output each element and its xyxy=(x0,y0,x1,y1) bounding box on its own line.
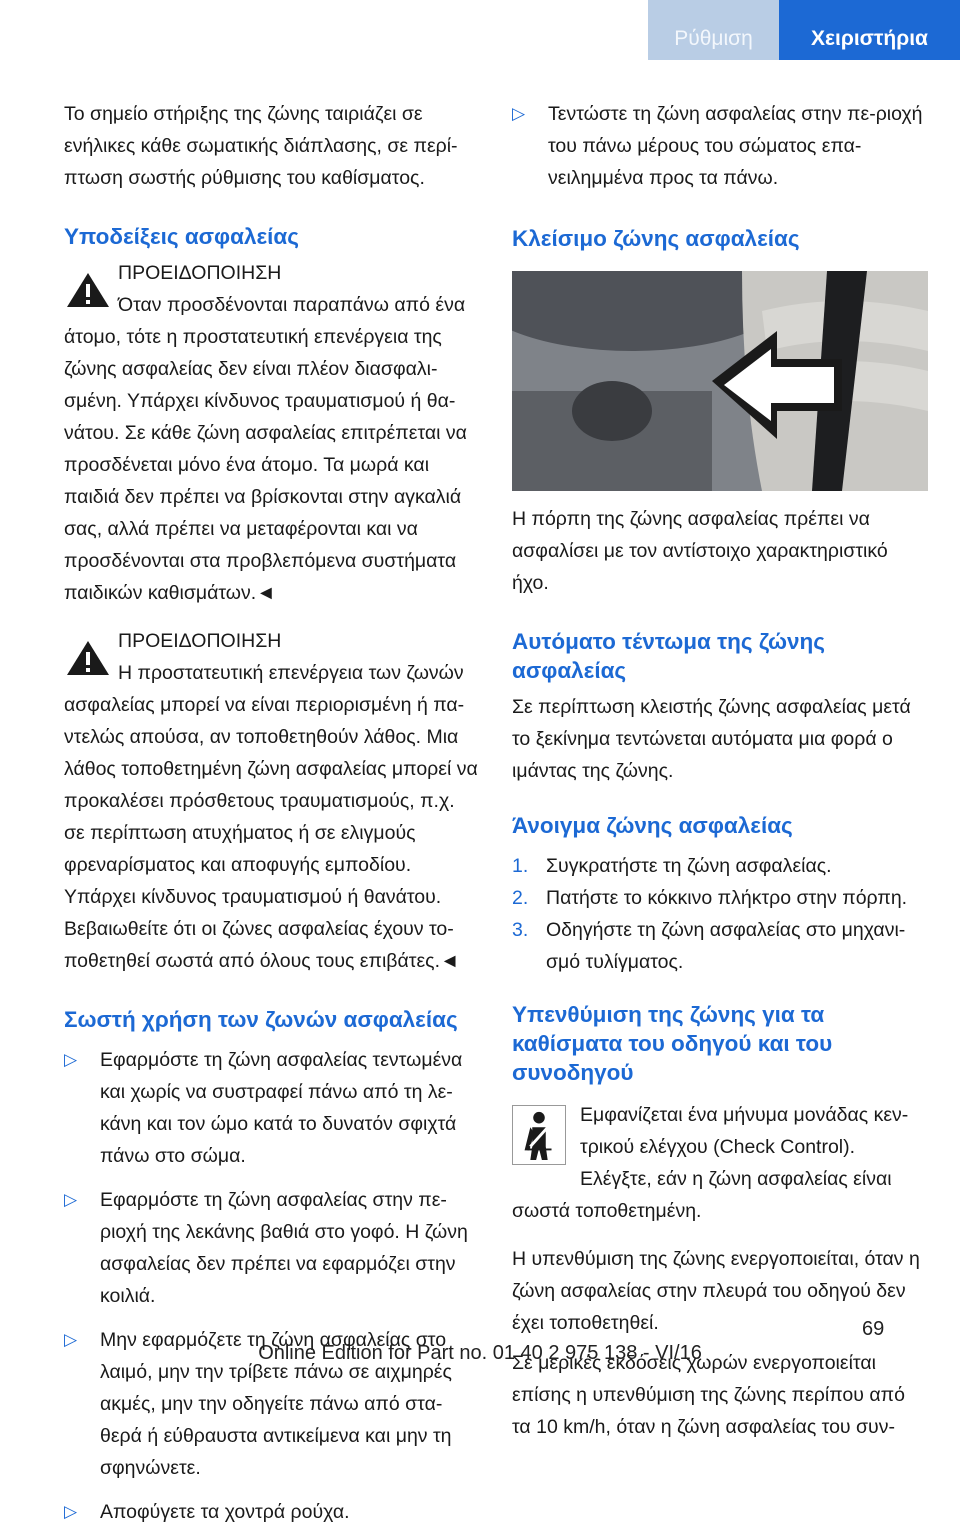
warning-title-1: ΠΡΟΕΙΔΟΠΟΙΗΣΗ xyxy=(118,262,282,284)
step-number: 3. xyxy=(512,919,529,941)
footer-edition: Online Edition for Part no. 01 40 2 975 138 - VI/16 xyxy=(258,1342,702,1364)
heading-belt-reminder: Υπενθύμιση της ζώνης για τα καθίσματα του οδηγού και του συνοδηγού xyxy=(512,1002,833,1085)
list-item-text: Μην εφαρμόζετε τη ζώνη ασφαλείας στο λαιμό, μην την τρίβετε πάνω σε αιχμηρές ακμές, μην την οδηγείτε πάνω από στα-θερά ή εύθραυστα αντικείμενα και μην τη σφηνώνετε. xyxy=(100,1329,452,1479)
warning-text-2: Η προστατευτική επενέργεια των ζωνών ασφαλείας μπορεί να είναι περιορισμένη ή πα-ντελώς απούσα, αν τοποθετηθούν λάθος. Μια λάθος τοποθετημένη ζώνη ασφαλείας μπορεί να προκαλέσει πρόσθετους τραυματισμούς, π.χ. σε περίπτωση ατυχήματος ή σε ελιγμούς φρεναρίσματος και αποφυγής εμποδίου. Υπάρχει κίνδυνος τραυματισμού ή θανάτου. Βεβαιωθείτε ότι οι ζώνες ασφαλείας έχουν το-ποθετηθεί σωστά από όλους τους επιβάτες.◄ xyxy=(64,662,478,972)
step-text: Οδηγήστε τη ζώνη ασφαλείας στο μηχανι-σμό τυλίγματος. xyxy=(546,919,906,973)
list-item-text: Αποφύγετε τα χοντρά ρούχα. xyxy=(100,1501,350,1523)
warning-triangle-icon xyxy=(64,637,112,677)
bullet-list xyxy=(64,1044,480,1528)
list-item xyxy=(512,98,928,194)
list-item-text: Εφαρμόστε τη ζώνη ασφαλείας τεντωμένα και χωρίς να συστραφεί πάνω από τη λε-κάνη και τον ώμο κατά το δυνατόν σφιχτά πάνω στο σώμα. xyxy=(100,1049,463,1167)
list-item xyxy=(512,914,928,978)
list-item-text: Τεντώστε τη ζώνη ασφαλείας στην πε-ριοχή του πάνω μέρους του σώματος επα-νειλημμένα προς τα πάνω. xyxy=(548,103,923,189)
intro-paragraph: Το σημείο στήριξης της ζώνης ταιριάζει σε ενήλικες κάθε σωματικής διάπλασης, σε περί-πτωση σωστής ρύθμισης του καθίσματος. xyxy=(64,103,458,189)
triangle-bullet-icon: ▷ xyxy=(64,1050,78,1069)
seat-illustration xyxy=(512,271,928,491)
left-column xyxy=(64,98,480,1528)
reminder-text-2: Η υπενθύμιση της ζώνης ενεργοποιείται, όταν η ζώνη ασφαλείας στην πλευρά του οδηγού δεν έχει τοποθετηθεί. xyxy=(512,1248,920,1334)
auto-tension-text: Σε περίπτωση κλειστής ζώνης ασφαλείας μετά το ξεκίνημα τεντώνεται αυτόματα μια φορά ο ιμάντας της ζώνης. xyxy=(512,696,911,782)
reminder-text-3: Σε μερικές εκδόσεις χωρών ενεργοποιείται επίσης η υπενθύμιση της ζώνης περίπου από τα 10 km/h, όταν η ζώνη ασφαλείας του συν- xyxy=(512,1352,905,1438)
right-column xyxy=(512,98,928,1443)
tab-setup[interactable]: Ρύθμιση xyxy=(648,0,779,60)
warning-text-1: Όταν προσδένονται παραπάνω από ένα άτομο, τότε η προστατευτική επενέργεια της ζώνης ασφαλείας δεν είναι πλέον διασφαλι-σμένη. Υπάρχει κίνδυνος τραυματισμού ή θα-νάτου. Σε κάθε ζώνη ασφαλείας επιτρέπεται να προσδένεται μόνο ένα άτομο. Τα μωρά και παιδιά δεν πρέπει να βρίσκονται στην αγκαλιά σας, αλλά πρέπει να μεταφέρονται και να προσδένονται στα προβλεπόμενα συστήματα παιδικών καθισμάτων.◄ xyxy=(64,294,467,604)
list-item xyxy=(512,850,928,882)
seatbelt-buckle-photo xyxy=(512,271,928,491)
page-number: 69 xyxy=(862,1318,885,1340)
warning-block-2 xyxy=(64,625,480,977)
step-text: Πατήστε το κόκκινο πλήκτρο στην πόρπη. xyxy=(546,887,908,909)
heading-fasten-belt: Κλείσιμο ζώνης ασφαλείας xyxy=(512,226,800,251)
list-item xyxy=(64,1496,480,1528)
step-text: Συγκρατήστε τη ζώνη ασφαλείας. xyxy=(546,855,832,877)
warning-triangle-icon xyxy=(64,269,112,309)
step-number: 1. xyxy=(512,855,529,877)
list-item xyxy=(64,1044,480,1172)
heading-unfasten-belt: Άνοιγμα ζώνης ασφαλείας xyxy=(512,813,793,838)
step-number: 2. xyxy=(512,887,529,909)
heading-safety-notes: Υποδείξεις ασφαλείας xyxy=(64,224,299,249)
heading-auto-tension: Αυτόματο τέντωμα της ζώνης ασφαλείας xyxy=(512,629,825,683)
tab-controls[interactable]: Χειριστήρια xyxy=(779,0,960,60)
buckle-caption: Η πόρπη της ζώνης ασφαλείας πρέπει να ασφαλίσει με τον αντίστοιχο χαρακτηριστικό ήχο. xyxy=(512,508,888,594)
triangle-bullet-icon: ▷ xyxy=(64,1330,78,1349)
seatbelt-reminder-icon xyxy=(512,1105,566,1165)
list-item-text: Εφαρμόστε τη ζώνη ασφαλείας στην πε-ριοχή της λεκάνης βαθιά στο γοφό. Η ζώνη ασφαλείας δεν πρέπει να εφαρμόζει στην κοιλιά. xyxy=(100,1189,468,1307)
header-tabs xyxy=(648,0,960,60)
steps-list xyxy=(512,850,928,978)
triangle-bullet-icon: ▷ xyxy=(64,1502,78,1521)
reminder-block xyxy=(512,1099,928,1227)
reminder-text-1: Εμφανίζεται ένα μήνυμα μονάδας κεν-τρικού ελέγχου (Check Control). Ελέγξτε, εάν η ζώνη ασφαλείας είναι σωστά τοποθετημένη. xyxy=(512,1104,909,1222)
triangle-bullet-icon: ▷ xyxy=(512,104,526,123)
heading-correct-use: Σωστή χρήση των ζωνών ασφαλείας xyxy=(64,1007,458,1032)
triangle-bullet-icon: ▷ xyxy=(64,1190,78,1209)
list-item xyxy=(512,882,928,914)
list-item xyxy=(64,1184,480,1312)
warning-title-2: ΠΡΟΕΙΔΟΠΟΙΗΣΗ xyxy=(118,630,282,652)
warning-block-1 xyxy=(64,257,480,609)
